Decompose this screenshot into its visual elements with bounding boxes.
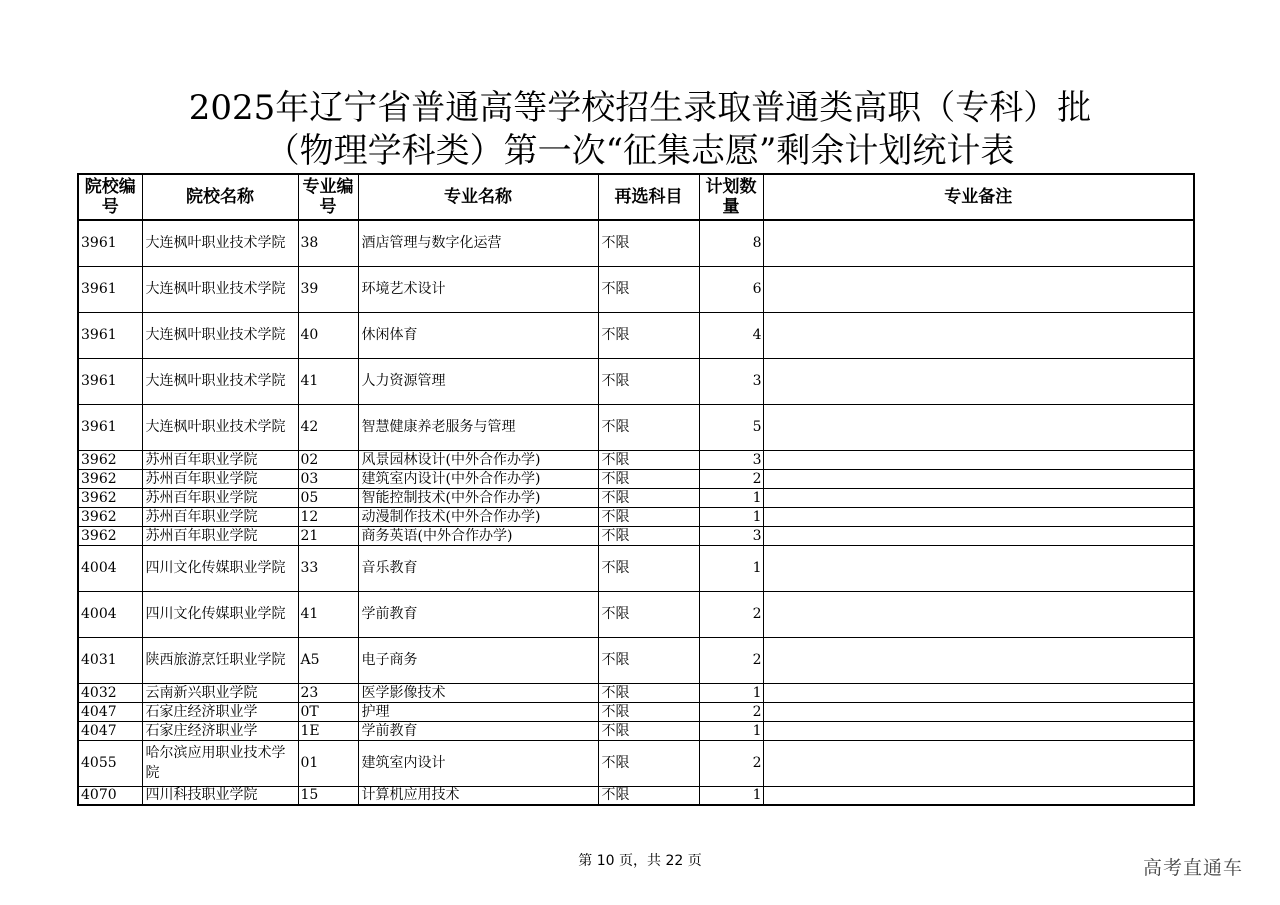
cell-major-code: 33 (298, 545, 358, 591)
cell-subject: 不限 (598, 702, 699, 721)
cell-major-name: 建筑室内设计(中外合作办学) (358, 469, 598, 488)
cell-subject: 不限 (598, 507, 699, 526)
cell-plan-count: 1 (699, 545, 763, 591)
cell-subject: 不限 (598, 450, 699, 469)
cell-school-code: 3962 (78, 450, 142, 469)
cell-subject: 不限 (598, 469, 699, 488)
cell-remark (763, 450, 1194, 469)
cell-school-code: 3961 (78, 358, 142, 404)
cell-school-name: 四川文化传媒职业学院 (142, 591, 298, 637)
table-row (78, 702, 1194, 721)
header-subject: 再选科目 (598, 174, 699, 220)
cell-school-name: 大连枫叶职业技术学院 (142, 220, 298, 266)
cell-major-name: 智慧健康养老服务与管理 (358, 404, 598, 450)
cell-remark (763, 526, 1194, 545)
cell-subject: 不限 (598, 220, 699, 266)
cell-school-code: 4047 (78, 702, 142, 721)
cell-school-name: 大连枫叶职业技术学院 (142, 266, 298, 312)
cell-plan-count: 5 (699, 404, 763, 450)
cell-major-code: 23 (298, 683, 358, 702)
table-row (78, 545, 1194, 591)
cell-major-code: 21 (298, 526, 358, 545)
cell-remark (763, 358, 1194, 404)
cell-plan-count: 1 (699, 786, 763, 805)
cell-remark (763, 266, 1194, 312)
cell-school-name: 哈尔滨应用职业技术学院 (142, 740, 298, 786)
cell-remark (763, 488, 1194, 507)
cell-remark (763, 786, 1194, 805)
cell-subject: 不限 (598, 358, 699, 404)
cell-major-code: 0T (298, 702, 358, 721)
table-body (78, 220, 1194, 805)
cell-remark (763, 545, 1194, 591)
table-row (78, 786, 1194, 805)
cell-major-name: 人力资源管理 (358, 358, 598, 404)
cell-major-name: 智能控制技术(中外合作办学) (358, 488, 598, 507)
cell-plan-count: 2 (699, 740, 763, 786)
cell-school-code: 4032 (78, 683, 142, 702)
document-title-line-2: （物理学科类）第一次“征集志愿”剩余计划统计表 (265, 131, 1015, 171)
cell-subject: 不限 (598, 404, 699, 450)
cell-subject: 不限 (598, 637, 699, 683)
cell-school-code: 3961 (78, 404, 142, 450)
cell-major-name: 学前教育 (358, 591, 598, 637)
table-row (78, 507, 1194, 526)
cell-school-code: 3962 (78, 488, 142, 507)
cell-remark (763, 591, 1194, 637)
cell-school-code: 4055 (78, 740, 142, 786)
cell-school-code: 4004 (78, 545, 142, 591)
cell-subject: 不限 (598, 786, 699, 805)
header-remark: 专业备注 (763, 174, 1194, 220)
table-header (78, 174, 1194, 220)
cell-subject: 不限 (598, 266, 699, 312)
cell-school-name: 苏州百年职业学院 (142, 507, 298, 526)
cell-school-name: 石家庄经济职业学 (142, 702, 298, 721)
cell-subject: 不限 (598, 591, 699, 637)
cell-remark (763, 637, 1194, 683)
cell-plan-count: 3 (699, 358, 763, 404)
cell-major-name: 环境艺术设计 (358, 266, 598, 312)
cell-school-name: 苏州百年职业学院 (142, 450, 298, 469)
cell-remark (763, 469, 1194, 488)
table-row (78, 740, 1194, 786)
cell-school-name: 陕西旅游烹饪职业学院 (142, 637, 298, 683)
cell-school-name: 四川科技职业学院 (142, 786, 298, 805)
cell-major-code: 01 (298, 740, 358, 786)
cell-major-name: 学前教育 (358, 721, 598, 740)
cell-major-name: 音乐教育 (358, 545, 598, 591)
cell-major-code: 41 (298, 591, 358, 637)
header-school-name: 院校名称 (142, 174, 298, 220)
cell-major-code: 38 (298, 220, 358, 266)
cell-school-code: 3962 (78, 526, 142, 545)
cell-subject: 不限 (598, 683, 699, 702)
cell-subject: 不限 (598, 721, 699, 740)
header-major-code: 专业编号 (298, 174, 358, 220)
cell-school-name: 四川文化传媒职业学院 (142, 545, 298, 591)
cell-major-name: 休闲体育 (358, 312, 598, 358)
cell-major-code: 42 (298, 404, 358, 450)
cell-major-name: 医学影像技术 (358, 683, 598, 702)
cell-remark (763, 740, 1194, 786)
cell-school-code: 3961 (78, 220, 142, 266)
cell-major-code: 12 (298, 507, 358, 526)
cell-plan-count: 2 (699, 591, 763, 637)
cell-major-name: 风景园林设计(中外合作办学) (358, 450, 598, 469)
cell-major-name: 计算机应用技术 (358, 786, 598, 805)
cell-school-code: 3961 (78, 312, 142, 358)
cell-subject: 不限 (598, 312, 699, 358)
cell-school-name: 大连枫叶职业技术学院 (142, 404, 298, 450)
cell-school-name: 大连枫叶职业技术学院 (142, 358, 298, 404)
cell-school-name: 石家庄经济职业学 (142, 721, 298, 740)
cell-school-name: 苏州百年职业学院 (142, 469, 298, 488)
cell-plan-count: 8 (699, 220, 763, 266)
cell-remark (763, 404, 1194, 450)
cell-major-code: 02 (298, 450, 358, 469)
table-row (78, 488, 1194, 507)
cell-major-name: 电子商务 (358, 637, 598, 683)
cell-major-name: 建筑室内设计 (358, 740, 598, 786)
cell-subject: 不限 (598, 545, 699, 591)
watermark: 高考直通车 (1143, 857, 1244, 879)
page-footer: 第 10 页，共 22 页 (578, 853, 702, 869)
table-row (78, 526, 1194, 545)
cell-school-name: 大连枫叶职业技术学院 (142, 312, 298, 358)
cell-plan-count: 2 (699, 637, 763, 683)
cell-plan-count: 1 (699, 488, 763, 507)
cell-school-code: 3962 (78, 469, 142, 488)
table-row (78, 721, 1194, 740)
cell-major-code: 1E (298, 721, 358, 740)
cell-major-name: 商务英语(中外合作办学) (358, 526, 598, 545)
cell-school-code: 4070 (78, 786, 142, 805)
cell-major-code: A5 (298, 637, 358, 683)
cell-school-code: 4047 (78, 721, 142, 740)
table-row (78, 469, 1194, 488)
cell-plan-count: 1 (699, 683, 763, 702)
cell-major-name: 酒店管理与数字化运营 (358, 220, 598, 266)
cell-major-code: 03 (298, 469, 358, 488)
cell-remark (763, 312, 1194, 358)
cell-school-name: 苏州百年职业学院 (142, 526, 298, 545)
cell-subject: 不限 (598, 740, 699, 786)
table-row (78, 683, 1194, 702)
plan-table (77, 173, 1195, 806)
document-title-line-1: 2025年辽宁省普通高等学校招生录取普通类高职（专科）批 (188, 88, 1092, 128)
cell-remark (763, 507, 1194, 526)
table-row (78, 266, 1194, 312)
cell-school-code: 4031 (78, 637, 142, 683)
table-row (78, 637, 1194, 683)
cell-remark (763, 683, 1194, 702)
table-row (78, 220, 1194, 266)
cell-school-code: 3962 (78, 507, 142, 526)
cell-major-code: 41 (298, 358, 358, 404)
cell-plan-count: 6 (699, 266, 763, 312)
cell-school-name: 苏州百年职业学院 (142, 488, 298, 507)
cell-plan-count: 3 (699, 526, 763, 545)
cell-major-code: 40 (298, 312, 358, 358)
cell-plan-count: 2 (699, 702, 763, 721)
table-row (78, 312, 1194, 358)
table-row (78, 450, 1194, 469)
table-row (78, 358, 1194, 404)
cell-subject: 不限 (598, 488, 699, 507)
cell-remark (763, 220, 1194, 266)
header-major-name: 专业名称 (358, 174, 598, 220)
header-school-code: 院校编号 (78, 174, 142, 220)
cell-plan-count: 1 (699, 721, 763, 740)
cell-major-name: 动漫制作技术(中外合作办学) (358, 507, 598, 526)
cell-remark (763, 702, 1194, 721)
table-row (78, 404, 1194, 450)
cell-major-code: 39 (298, 266, 358, 312)
cell-subject: 不限 (598, 526, 699, 545)
cell-plan-count: 1 (699, 507, 763, 526)
cell-plan-count: 3 (699, 450, 763, 469)
cell-major-name: 护理 (358, 702, 598, 721)
cell-plan-count: 4 (699, 312, 763, 358)
cell-remark (763, 721, 1194, 740)
cell-major-code: 15 (298, 786, 358, 805)
cell-major-code: 05 (298, 488, 358, 507)
cell-school-code: 3961 (78, 266, 142, 312)
cell-plan-count: 2 (699, 469, 763, 488)
table-row (78, 591, 1194, 637)
cell-school-code: 4004 (78, 591, 142, 637)
header-plan-count: 计划数量 (699, 174, 763, 220)
cell-school-name: 云南新兴职业学院 (142, 683, 298, 702)
